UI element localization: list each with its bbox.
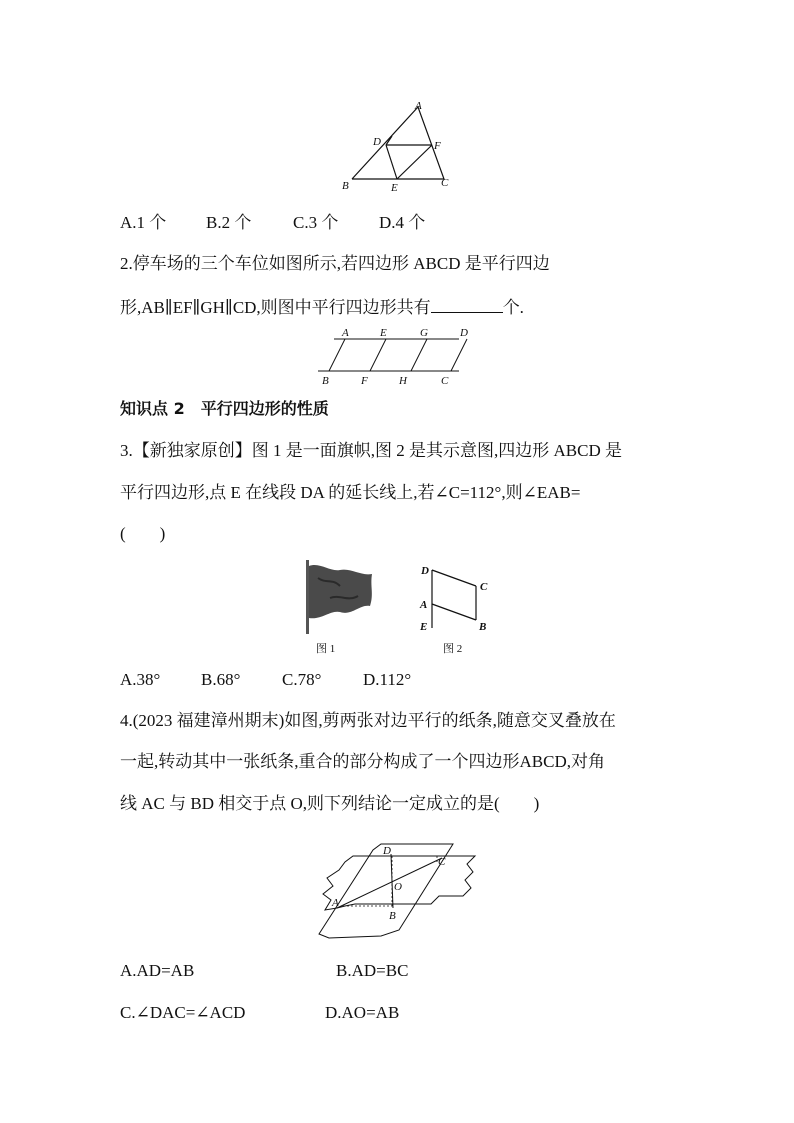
q3-line-1: 3.【新独家原创】图 1 是一面旗帜,图 2 是其示意图,四边形 ABCD 是 bbox=[120, 441, 622, 460]
label-A: A bbox=[415, 100, 422, 112]
q4-option-d: D.AO=AB bbox=[325, 1003, 400, 1022]
label-C: C bbox=[438, 856, 446, 868]
q2-answer-blank bbox=[431, 296, 503, 313]
q3-line-2: 平行四边形,点 E 在线段 DA 的延长线上,若∠C=112°,则∠EAB= bbox=[120, 483, 581, 502]
label-E: E bbox=[420, 621, 428, 633]
q4-options-row-1 bbox=[120, 960, 408, 982]
label-C: C bbox=[441, 177, 449, 189]
q1-option-a: A.1 个 bbox=[120, 213, 167, 232]
q1-triangle-figure bbox=[335, 98, 460, 198]
label-C: C bbox=[441, 375, 449, 387]
label-F: F bbox=[434, 140, 441, 152]
q3-option-c: C.78° bbox=[282, 670, 322, 689]
q1-option-b: B.2 个 bbox=[206, 213, 252, 232]
label-F: F bbox=[361, 375, 368, 387]
label-E: E bbox=[391, 182, 398, 194]
q3-option-d: D.112° bbox=[363, 670, 412, 689]
q2-line-1: 2.停车场的三个车位如图所示,若四边形 ABCD 是平行四边 bbox=[120, 254, 550, 273]
section-heading: 知识点 2 平行四边形的性质 bbox=[120, 399, 329, 418]
label-D: D bbox=[460, 327, 468, 339]
label-A: A bbox=[342, 327, 349, 339]
q3-option-a: A.38° bbox=[120, 670, 161, 689]
q3-line-3: ( ) bbox=[120, 524, 166, 543]
label-O: O bbox=[394, 881, 402, 893]
q3-options bbox=[120, 669, 411, 691]
label-B: B bbox=[322, 375, 329, 387]
q4-line-1: 4.(2023 福建漳州期末)如图,剪两张对边平行的纸条,随意交叉叠放在 bbox=[120, 711, 616, 730]
q3-flag-figure bbox=[300, 558, 380, 658]
q4-line-2: 一起,转动其中一张纸条,重合的部分构成了一个四边形ABCD,对角 bbox=[120, 752, 605, 771]
q4-option-b: B.AD=BC bbox=[336, 961, 409, 980]
label-H: H bbox=[399, 375, 407, 387]
q4-paper-strips-figure bbox=[315, 838, 480, 943]
q3-parallelogram-figure bbox=[415, 560, 500, 658]
q2-line-2 bbox=[120, 296, 524, 319]
label-B: B bbox=[342, 180, 349, 192]
figure-2-caption: 图 2 bbox=[443, 643, 463, 655]
label-G: G bbox=[420, 327, 428, 339]
label-A: A bbox=[332, 897, 339, 909]
label-D: D bbox=[373, 136, 381, 148]
q3-option-b: B.68° bbox=[201, 670, 241, 689]
label-E: E bbox=[380, 327, 387, 339]
label-D: D bbox=[383, 845, 391, 857]
label-C: C bbox=[480, 581, 488, 593]
label-B: B bbox=[479, 621, 487, 633]
q1-option-d: D.4 个 bbox=[379, 213, 426, 232]
label-A: A bbox=[420, 599, 428, 611]
q4-option-c: C.∠DAC=∠ACD bbox=[120, 1003, 246, 1022]
figure-1-caption: 图 1 bbox=[316, 643, 336, 655]
q1-option-c: C.3 个 bbox=[293, 213, 339, 232]
q2-parking-figure bbox=[315, 324, 468, 387]
q4-options-row-2 bbox=[120, 1002, 399, 1024]
q2-line-2-end: 个. bbox=[502, 298, 524, 317]
q1-options bbox=[120, 212, 425, 234]
label-D: D bbox=[421, 565, 429, 577]
q4-option-a: A.AD=AB bbox=[120, 961, 195, 980]
q2-line-2-text: 形,AB∥EF∥GH∥CD,则图中平行四边形共有 bbox=[120, 298, 431, 317]
q4-line-3: 线 AC 与 BD 相交于点 O,则下列结论一定成立的是( ) bbox=[120, 794, 540, 813]
label-B: B bbox=[389, 910, 396, 922]
